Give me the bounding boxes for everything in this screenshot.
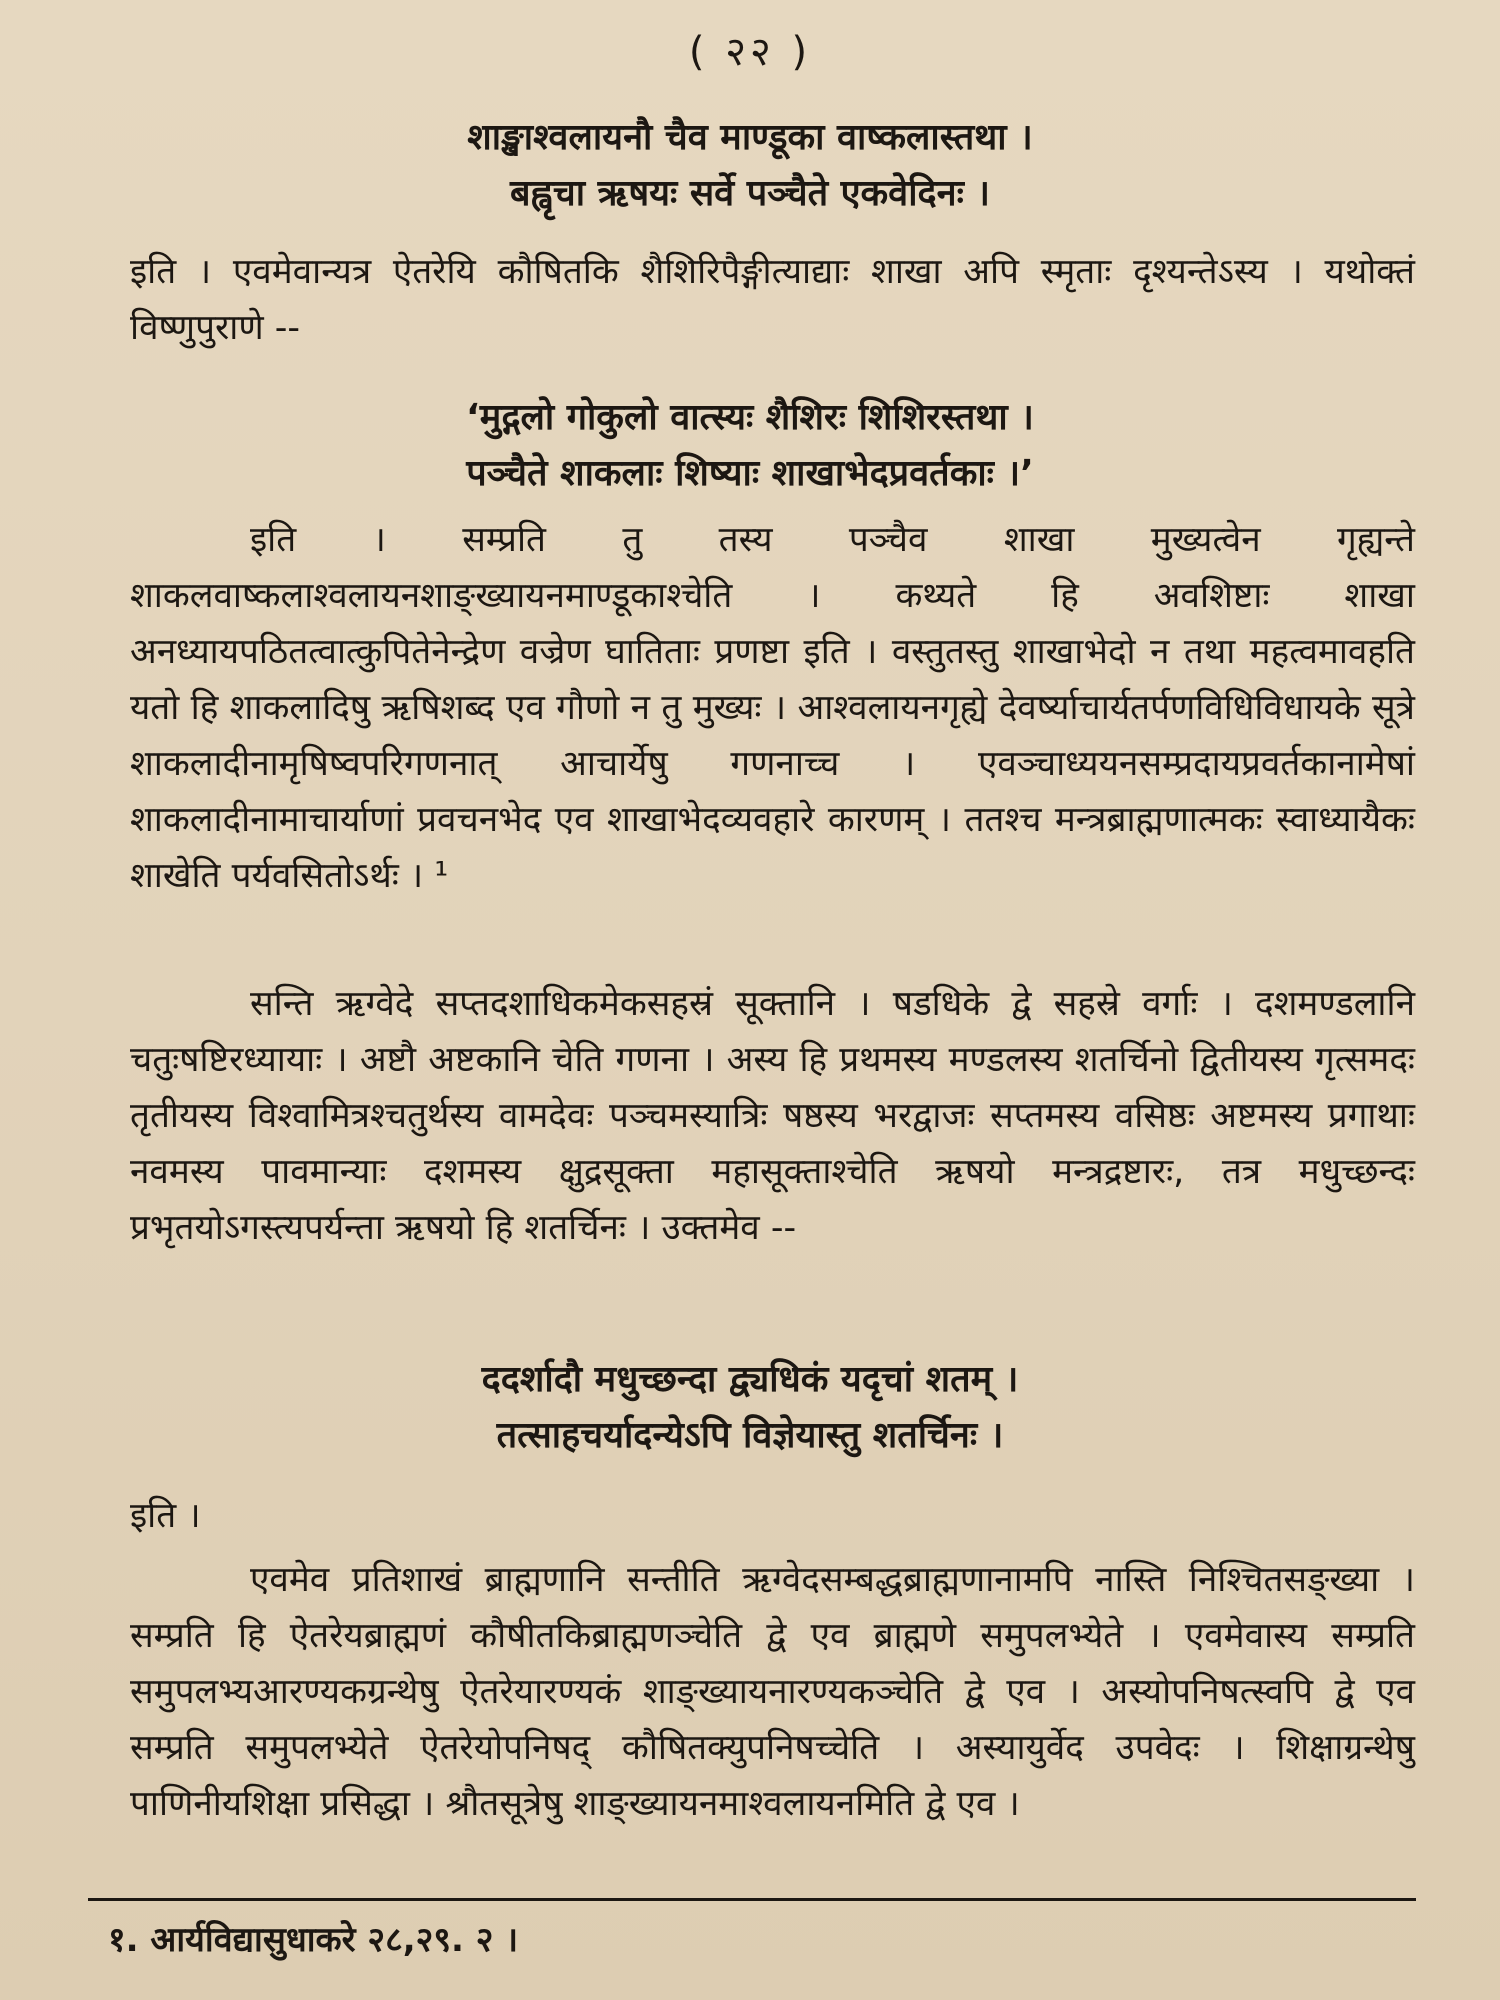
footnote-divider [88,1898,1416,1901]
verse-3-line-2: तत्साहचर्यादन्येऽपि विज्ञेयास्तु शतर्चिनः । [496,1415,1004,1456]
verse-1-line-2: बह्वृचा ऋषयः सर्वे पञ्चैते एकवेदिनः । [509,173,991,214]
verse-1 [0,110,1500,222]
verse-2 [0,390,1500,502]
paragraph-1: इति । एवमेवान्यत्र ऐतरेयि कौषितकि शैशिरिपैङ्गीत्याद्याः शाखा अपि स्मृताः दृश्यन्तेऽस्य । यथोक्तं विष्णुपुराणे -- [130,252,1415,348]
verse-1-line-1: शाङ्खाश्वलायनौ चैव माण्डूका वाष्कलास्तथा । [467,117,1033,158]
paragraph-4: इति । [130,1496,201,1536]
paragraph-2: इति । सम्प्रति तु तस्य पञ्चैव शाखा मुख्यत्वेन गृह्यन्ते शाकलवाष्कलाश्वलायनशाङ्ख्यायनमाण्डूकाश्चेति । कथ्यते हि अवशिष्टाः शाखा अनध्यायपठितत्वात्कुपितेनेन्द्रेण वज्रेण घातिताः प्रणष्टा इति । वस्तुतस्तु शाखाभेदो न तथा महत्वमावहति यतो हि शाकलादिषु ऋषिशब्द एव गौणो न तु मुख्यः । आश्वलायनगृह्ये देवर्ष्याचार्यतर्पणविधिविधायके सूत्रे शाकलादीनामृषिष्वपरिगणनात् आचार्येषु गणनाच्च । एवञ्चाध्ययनसम्प्रदायप्रवर्तकानामेषां शाकलादीनामाचार्याणां प्रवचनभेद एव शाखाभेदव्यवहारे कारणम् । ततश्च मन्त्रब्राह्मणात्मकः स्वाध्यायैकः शाखेति पर्यवसितोऽर्थः । ¹ [130,520,1415,896]
page-number: ( २२ ) [688,29,812,75]
verse-3 [0,1352,1500,1464]
verse-2-line-2: पञ्चैते शाकलाः शिष्याः शाखाभेदप्रवर्तकाः ।’ [466,453,1034,494]
paragraph-3: सन्ति ऋग्वेदे सप्तदशाधिकमेकसहस्रं सूक्तानि । षडधिके द्वे सहस्रे वर्गाः । दशमण्डलानि चतुःषष्टिरध्यायाः । अष्टौ अष्टकानि चेति गणना । अस्य हि प्रथमस्य मण्डलस्य शतर्चिनो द्वितीयस्य गृत्समदः तृतीयस्य विश्वामित्रश्चतुर्थस्य वामदेवः पञ्चमस्यात्रिः षष्ठस्य भरद्वाजः सप्तमस्य वसिष्ठः अष्टमस्य प्रगाथाः नवमस्य पावमान्याः दशमस्य क्षुद्रसूक्ता महासूक्ताश्चेति ऋषयो मन्त्रद्रष्टारः, तत्र मधुच्छन्दः प्रभृतयोऽगस्त्यपर्यन्ता ऋषयो हि शतर्चिनः । उक्तमेव -- [130,984,1415,1248]
verse-3-line-1: ददर्शादौ मधुच्छन्दा द्व्यधिकं यदृचां शतम् । [481,1359,1019,1400]
paragraph-5: एवमेव प्रतिशाखं ब्राह्मणानि सन्तीति ऋग्वेदसम्बद्धब्राह्मणानामपि नास्ति निश्चितसङ्ख्या । सम्प्रति हि ऐतरेयब्राह्मणं कौषीतकिब्राह्मणञ्चेति द्वे एव ब्राह्मणे समुपलभ्येते । एवमेवास्य सम्प्रति समुपलभ्यआरण्यकग्रन्थेषु ऐतरेयारण्यकं शाङ्ख्यायनारण्यकञ्चेति द्वे एव । अस्योपनिषत्स्वपि द्वे एव सम्प्रति समुपलभ्येते ऐतरेयोपनिषद् कौषितक्युपनिषच्चेति । अस्यायुर्वेद उपवेदः । शिक्षाग्रन्थेषु पाणिनीयशिक्षा प्रसिद्धा । श्रौतसूत्रेषु शाङ्ख्यायनमाश्वलायनमिति द्वे एव । [130,1560,1415,1824]
footnote: १. आर्यविद्यासुधाकरे २८,२९. २ । [108,1920,519,1960]
verse-2-line-1: ‘मुद्गलो गोकुलो वात्स्यः शैशिरः शिशिरस्तथा । [466,397,1034,438]
